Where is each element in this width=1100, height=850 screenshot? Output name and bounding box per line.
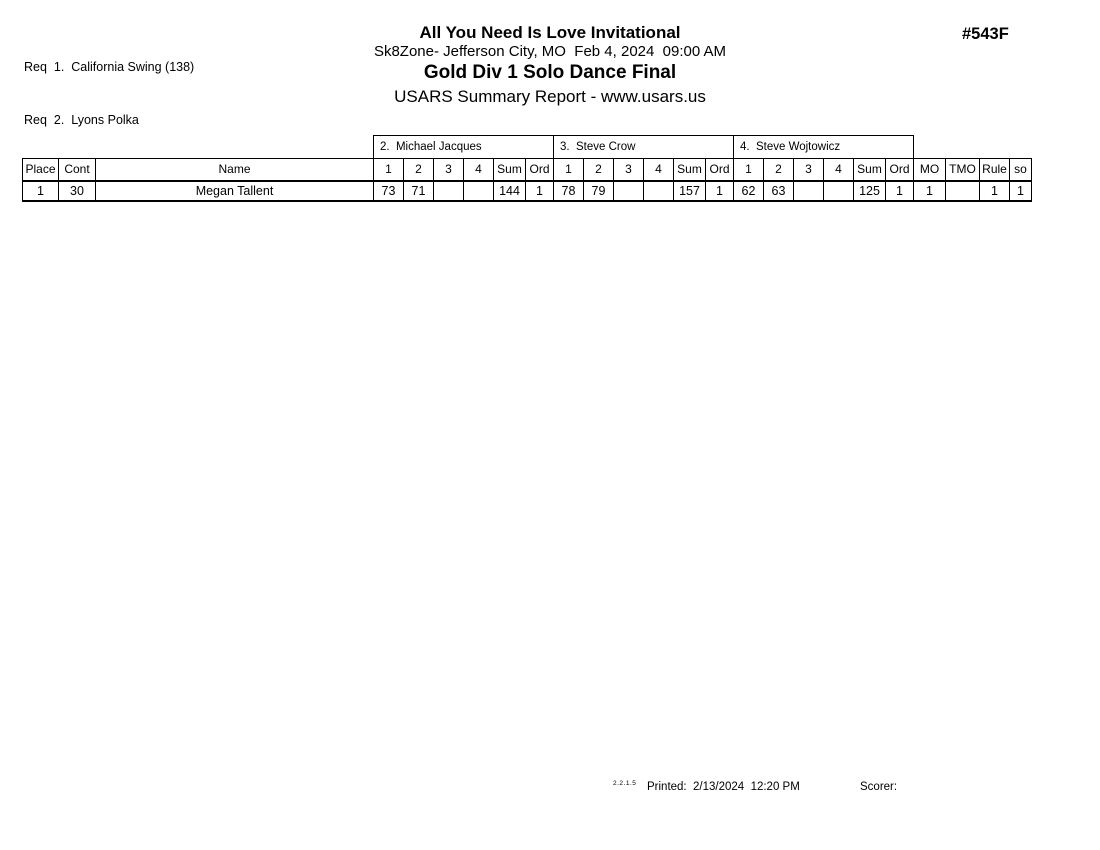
j3-sum: 157	[674, 181, 706, 201]
j2-score-1: 73	[374, 181, 404, 201]
rule-value: 1	[980, 181, 1010, 201]
results-table	[22, 135, 1032, 202]
title-block	[0, 23, 1100, 109]
col-header-tmo: TMO	[946, 159, 980, 181]
col-header-cont: Cont	[59, 159, 96, 181]
j2-ord: 1	[526, 181, 554, 201]
required-dance-1: Req 1. California Swing (138)	[24, 60, 195, 74]
col-header-j4-4: 4	[824, 159, 854, 181]
j2-score-4	[464, 181, 494, 201]
col-header-j4-sum: Sum	[854, 159, 886, 181]
j4-ord: 1	[886, 181, 914, 201]
j3-score-1: 78	[554, 181, 584, 201]
judge-row-spacer-right	[914, 136, 1032, 159]
j3-score-3	[614, 181, 644, 201]
j4-sum: 125	[854, 181, 886, 201]
col-header-so: so	[1010, 159, 1032, 181]
report-type-line: USARS Summary Report - www.usars.us	[394, 87, 706, 106]
j2-score-2: 71	[404, 181, 434, 201]
software-version: 2.2.1.5	[613, 780, 637, 787]
col-header-j3-ord: Ord	[706, 159, 734, 181]
event-number: #543F	[962, 25, 1009, 43]
col-header-j4-1: 1	[734, 159, 764, 181]
j3-score-2: 79	[584, 181, 614, 201]
place-value: 1	[23, 181, 59, 201]
col-header-mo: MO	[914, 159, 946, 181]
col-header-j2-2: 2	[404, 159, 434, 181]
col-header-j2-sum: Sum	[494, 159, 526, 181]
judge-3-name: 3. Steve Crow	[554, 136, 734, 159]
skater-name: Megan Tallent	[96, 181, 374, 201]
event-title: All You Need Is Love Invitational	[419, 23, 681, 42]
tmo-value	[946, 181, 980, 201]
result-row	[23, 181, 1032, 201]
j4-score-3	[794, 181, 824, 201]
division-title: Gold Div 1 Solo Dance Final	[423, 62, 677, 83]
col-header-j4-3: 3	[794, 159, 824, 181]
judges-header-row	[23, 136, 1032, 159]
printed-timestamp: Printed: 2/13/2024 12:20 PM	[647, 781, 800, 793]
scorer-label: Scorer:	[860, 781, 898, 793]
j2-sum: 144	[494, 181, 526, 201]
judge-row-spacer-left	[23, 136, 374, 159]
col-header-j3-2: 2	[584, 159, 614, 181]
col-header-j4-2: 2	[764, 159, 794, 181]
col-header-j3-1: 1	[554, 159, 584, 181]
col-header-place: Place	[23, 159, 59, 181]
contestant-number: 30	[59, 181, 96, 201]
col-header-j3-3: 3	[614, 159, 644, 181]
col-header-j2-4: 4	[464, 159, 494, 181]
column-header-row	[23, 159, 1032, 181]
col-header-j4-ord: Ord	[886, 159, 914, 181]
j4-score-1: 62	[734, 181, 764, 201]
so-value: 1	[1010, 181, 1032, 201]
col-header-j3-sum: Sum	[674, 159, 706, 181]
col-header-name: Name	[96, 159, 374, 181]
j2-score-3	[434, 181, 464, 201]
venue-date-line: Sk8Zone- Jefferson City, MO Feb 4, 2024 09:00 AM	[373, 43, 727, 60]
required-dance-2: Req 2. Lyons Polka	[24, 112, 139, 127]
j4-score-2: 63	[764, 181, 794, 201]
mo-value: 1	[914, 181, 946, 201]
judge-4-name: 4. Steve Wojtowicz	[734, 136, 914, 159]
col-header-j2-3: 3	[434, 159, 464, 181]
col-header-j2-1: 1	[374, 159, 404, 181]
j4-score-4	[824, 181, 854, 201]
j3-ord: 1	[706, 181, 734, 201]
col-header-j2-ord: Ord	[526, 159, 554, 181]
col-header-rule: Rule	[980, 159, 1010, 181]
judge-2-name: 2. Michael Jacques	[374, 136, 554, 159]
j3-score-4	[644, 181, 674, 201]
col-header-j3-4: 4	[644, 159, 674, 181]
